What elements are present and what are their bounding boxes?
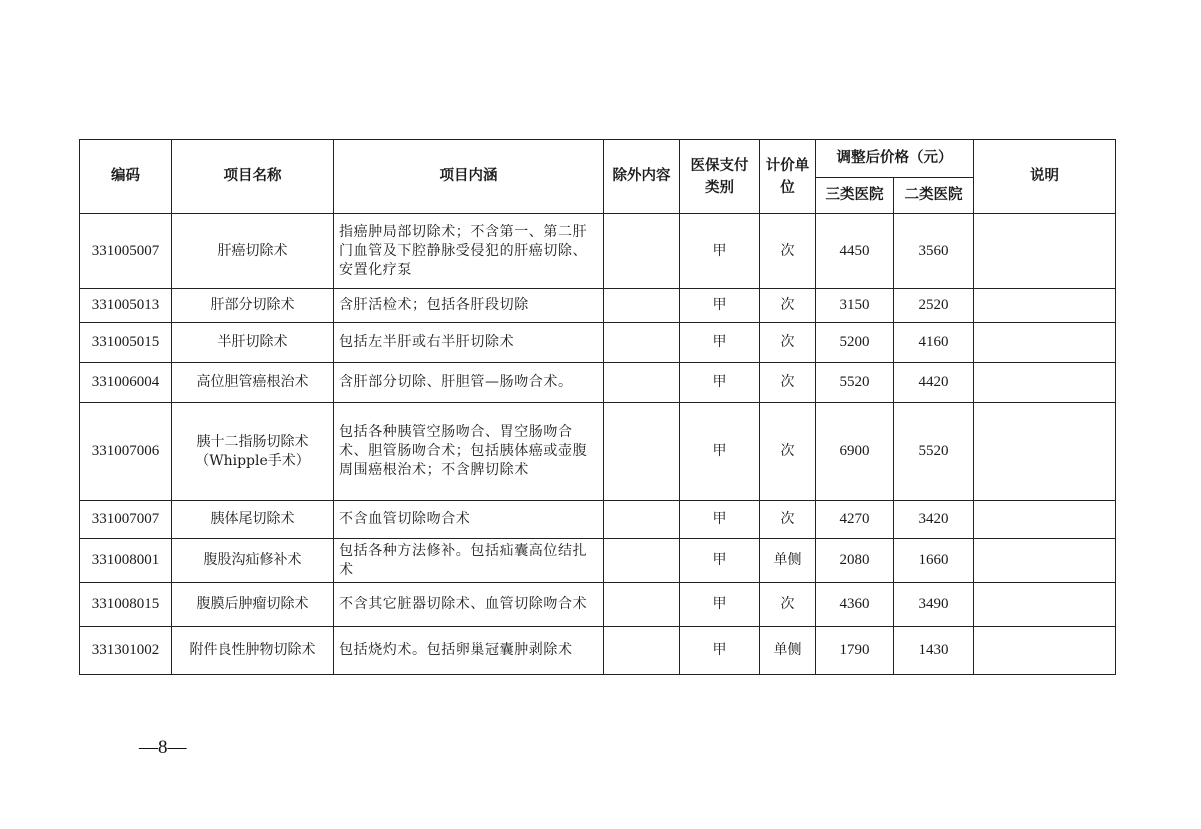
cell-content: 含肝部分切除、肝胆管—肠吻合术。 — [334, 363, 604, 403]
cell-exclusion — [604, 214, 680, 289]
cell-content: 包括各种胰管空肠吻合、胃空肠吻合术、胆管肠吻合术；包括胰体癌或壶腹周围癌根治术；不含脾切除术 — [334, 403, 604, 501]
cell-note — [974, 501, 1116, 539]
cell-note — [974, 289, 1116, 323]
price-table — [79, 139, 1116, 675]
header-note: 说明 — [974, 140, 1116, 214]
cell-unit: 次 — [760, 323, 816, 363]
cell-exclusion — [604, 363, 680, 403]
table-row — [80, 403, 1116, 501]
cell-code: 331008001 — [80, 539, 172, 583]
table-row — [80, 627, 1116, 675]
cell-name: 胰十二指肠切除术（Whipple手术） — [172, 403, 334, 501]
cell-price-class2: 3560 — [894, 214, 974, 289]
table-row — [80, 323, 1116, 363]
cell-exclusion — [604, 323, 680, 363]
cell-price-class3: 4360 — [816, 583, 894, 627]
cell-name: 腹膜后肿瘤切除术 — [172, 583, 334, 627]
table-row — [80, 539, 1116, 583]
cell-insurance: 甲 — [680, 501, 760, 539]
header-unit: 计价单位 — [760, 140, 816, 214]
cell-price-class2: 4160 — [894, 323, 974, 363]
cell-insurance: 甲 — [680, 539, 760, 583]
header-code: 编码 — [80, 140, 172, 214]
cell-name: 半肝切除术 — [172, 323, 334, 363]
cell-unit: 次 — [760, 214, 816, 289]
cell-name: 高位胆管癌根治术 — [172, 363, 334, 403]
cell-price-class2: 3490 — [894, 583, 974, 627]
cell-price-class2: 3420 — [894, 501, 974, 539]
cell-exclusion — [604, 539, 680, 583]
cell-exclusion — [604, 627, 680, 675]
table-body — [80, 214, 1116, 675]
cell-price-class3: 3150 — [816, 289, 894, 323]
cell-exclusion — [604, 501, 680, 539]
cell-content: 指癌肿局部切除术；不含第一、第二肝门血管及下腔静脉受侵犯的肝癌切除、安置化疗泵 — [334, 214, 604, 289]
header-row — [80, 140, 1116, 178]
cell-code: 331007007 — [80, 501, 172, 539]
cell-insurance: 甲 — [680, 323, 760, 363]
cell-content: 不含其它脏器切除术、血管切除吻合术 — [334, 583, 604, 627]
cell-unit: 次 — [760, 501, 816, 539]
cell-content: 包括各种方法修补。包括疝囊高位结扎术 — [334, 539, 604, 583]
cell-note — [974, 627, 1116, 675]
cell-code: 331007006 — [80, 403, 172, 501]
cell-note — [974, 363, 1116, 403]
cell-price-class3: 4450 — [816, 214, 894, 289]
cell-name: 胰体尾切除术 — [172, 501, 334, 539]
cell-content: 不含血管切除吻合术 — [334, 501, 604, 539]
cell-unit: 单侧 — [760, 539, 816, 583]
cell-exclusion — [604, 403, 680, 501]
cell-unit: 次 — [760, 403, 816, 501]
cell-code: 331005013 — [80, 289, 172, 323]
cell-insurance: 甲 — [680, 289, 760, 323]
cell-exclusion — [604, 583, 680, 627]
cell-content: 含肝活检术；包括各肝段切除 — [334, 289, 604, 323]
header-content: 项目内涵 — [334, 140, 604, 214]
header-price-class3: 三类医院 — [816, 178, 894, 214]
table-row — [80, 363, 1116, 403]
header-name: 项目名称 — [172, 140, 334, 214]
table-row — [80, 583, 1116, 627]
cell-price-class2: 1430 — [894, 627, 974, 675]
table-row — [80, 501, 1116, 539]
header-price-class2: 二类医院 — [894, 178, 974, 214]
cell-price-class2: 4420 — [894, 363, 974, 403]
cell-price-class3: 2080 — [816, 539, 894, 583]
cell-price-class3: 1790 — [816, 627, 894, 675]
cell-note — [974, 214, 1116, 289]
cell-code: 331301002 — [80, 627, 172, 675]
cell-code: 331008015 — [80, 583, 172, 627]
cell-content: 包括左半肝或右半肝切除术 — [334, 323, 604, 363]
header-exclusion: 除外内容 — [604, 140, 680, 214]
cell-code: 331005007 — [80, 214, 172, 289]
cell-insurance: 甲 — [680, 363, 760, 403]
cell-note — [974, 323, 1116, 363]
cell-name: 附件良性肿物切除术 — [172, 627, 334, 675]
cell-unit: 次 — [760, 289, 816, 323]
cell-name: 肝部分切除术 — [172, 289, 334, 323]
cell-name: 腹股沟疝修补术 — [172, 539, 334, 583]
cell-insurance: 甲 — [680, 214, 760, 289]
header-insurance: 医保支付类别 — [680, 140, 760, 214]
cell-unit: 次 — [760, 583, 816, 627]
cell-note — [974, 403, 1116, 501]
cell-code: 331006004 — [80, 363, 172, 403]
table-row — [80, 214, 1116, 289]
cell-price-class2: 2520 — [894, 289, 974, 323]
cell-note — [974, 583, 1116, 627]
cell-unit: 单侧 — [760, 627, 816, 675]
cell-price-class3: 4270 — [816, 501, 894, 539]
cell-note — [974, 539, 1116, 583]
cell-name: 肝癌切除术 — [172, 214, 334, 289]
cell-price-class2: 1660 — [894, 539, 974, 583]
header-price-group: 调整后价格（元） — [816, 140, 974, 178]
cell-price-class3: 5200 — [816, 323, 894, 363]
cell-exclusion — [604, 289, 680, 323]
cell-insurance: 甲 — [680, 403, 760, 501]
cell-insurance: 甲 — [680, 583, 760, 627]
cell-price-class2: 5520 — [894, 403, 974, 501]
cell-content: 包括烧灼术。包括卵巢冠囊肿剥除术 — [334, 627, 604, 675]
cell-price-class3: 5520 — [816, 363, 894, 403]
page-number: —8— — [139, 737, 187, 758]
table-row — [80, 289, 1116, 323]
cell-unit: 次 — [760, 363, 816, 403]
cell-price-class3: 6900 — [816, 403, 894, 501]
cell-insurance: 甲 — [680, 627, 760, 675]
cell-code: 331005015 — [80, 323, 172, 363]
